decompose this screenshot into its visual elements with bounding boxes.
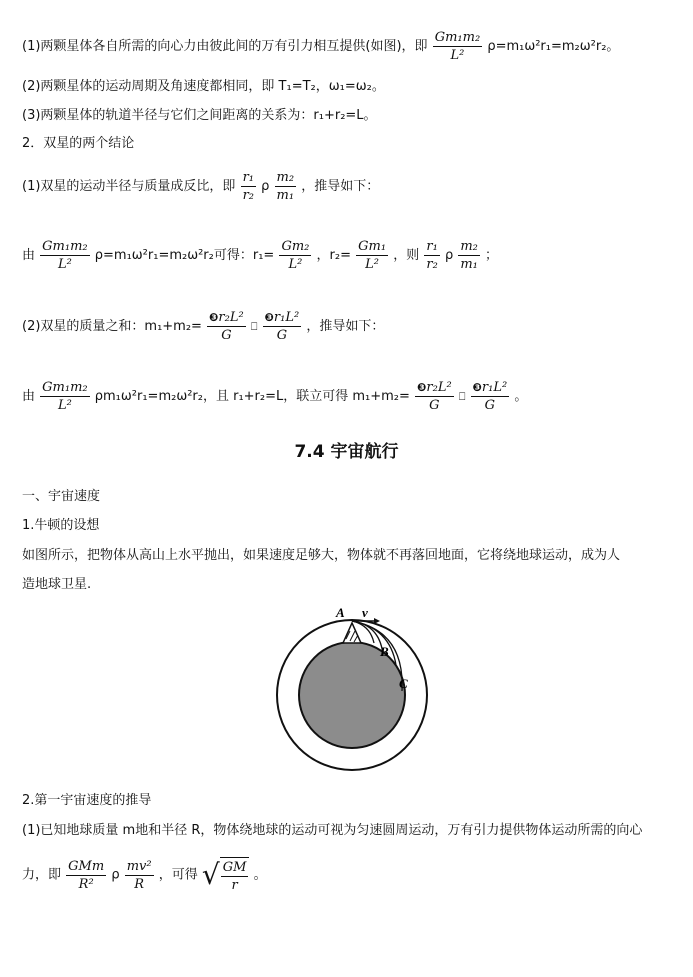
numerator: GM (222, 860, 247, 875)
derivation-1-end: ； (485, 248, 499, 263)
fraction-gm1m2-over-l2 (433, 30, 482, 63)
fraction-mv2-over-r (125, 859, 154, 892)
derivation-1-mid: ρ=m₁ω²r₁=m₂ω²r₂可得：r₁= (94, 248, 275, 263)
conclusion-2-text: (2)双星的质量之和：m₁+m₂= (22, 319, 202, 334)
numerator: GMm (68, 858, 105, 874)
fraction-r2l2-over-g (415, 380, 454, 413)
denominator: r₂ (426, 257, 438, 272)
earth-circle (299, 642, 405, 748)
denominator: G (484, 398, 496, 413)
denominator: R² (78, 876, 94, 892)
heading-first-cosmic-velocity: 2.第一宇宙速度的推导 (22, 793, 152, 808)
derivation-2 (22, 380, 527, 413)
label-a: A (336, 605, 345, 620)
heading-two-conclusions: 2．双星的两个结论 (22, 136, 135, 151)
denominator: L² (288, 257, 303, 272)
paragraph-1-text: (1)两颗星体各自所需的向心力由彼此间的万有引力相互提供(如图)，即 (22, 39, 428, 54)
paragraph-1 (22, 30, 619, 63)
fraction-gm1-over-l2 (356, 239, 388, 272)
fraction-gm1m2-over-l2 (40, 239, 89, 272)
denominator: L² (450, 48, 465, 63)
label-b: B (380, 644, 389, 659)
garbled-glyph: ❸ (417, 381, 427, 394)
denominator: G (276, 328, 288, 343)
numerator (415, 380, 454, 397)
denominator: L² (365, 257, 380, 272)
numerator: mv² (126, 858, 152, 874)
rho-symbol: ρ (444, 248, 454, 263)
velocity-arrowhead (374, 618, 380, 624)
fraction-gm1m2-over-l2 (40, 380, 89, 413)
numerator-text: r₂L² (218, 310, 244, 325)
denominator: m₁ (460, 257, 478, 272)
conclusion-1-tail: ，推导如下： (301, 179, 380, 194)
denominator: L² (57, 398, 72, 413)
fraction-gm-over-r (221, 860, 249, 893)
conclusion-2 (22, 310, 384, 343)
conclusion-1-text: (1)双星的运动半径与质量成反比，即 (22, 179, 236, 194)
newton-cannon-figure (270, 603, 440, 773)
paragraph-derivation-1: (1)已知地球质量 m地和半径 R，物体绕地球的运动可视为匀速圆周运动，万有引力提供物体运动所需的向心 (22, 823, 643, 838)
numerator: Gm₁m₂ (42, 380, 88, 395)
conclusion-1 (22, 170, 379, 203)
fraction-r1l2-over-g (263, 310, 302, 343)
numerator (207, 310, 246, 327)
derivation-2-prefix: 由 (22, 389, 36, 404)
derivation-1-comma: ，r₂= (316, 248, 351, 263)
rho-symbol: ρ (261, 179, 270, 194)
denominator: r₂ (242, 188, 254, 203)
denominator: m₁ (276, 188, 295, 203)
derivation-prefix: 力，即 (22, 867, 62, 883)
garbled-glyph: ❸ (264, 311, 274, 324)
fraction-gm2-over-l2 (279, 239, 311, 272)
denominator: G (429, 398, 440, 413)
numerator: Gm₂ (281, 239, 310, 254)
numerator: r₁ (426, 239, 438, 254)
rho-symbol: ρ (111, 867, 120, 883)
fraction-m2-over-m1 (458, 239, 480, 272)
numerator-text: r₂L² (426, 380, 452, 395)
label-v: v (362, 605, 368, 620)
denominator: r (231, 878, 238, 893)
numerator-text: r₁L² (273, 310, 300, 325)
derivation-2-end: 。 (514, 389, 528, 404)
heading-cosmic-velocity: 一、宇宙速度 (22, 489, 101, 504)
numerator (471, 380, 510, 397)
derivation-2-mid: ρm₁ω²r₁=m₂ω²r₂，且 r₁+r₂=L，联立可得 m₁+m₂= (94, 389, 410, 404)
numerator-text: r₁L² (481, 380, 508, 395)
section-title: 7.4 宇宙航行 (294, 442, 399, 462)
sqrt-gm-over-r: √ $\frac{GM}{r}$ (202, 857, 250, 893)
derivation-1-then: ，则 (393, 248, 420, 263)
fraction-r1-over-r2 (424, 239, 439, 272)
fraction-gmm-over-r2 (66, 859, 106, 892)
paragraph-2: (2)两颗星体的运动周期及角速度都相同，即 T₁=T₂，ω₁=ω₂。 (22, 79, 385, 94)
garbled-glyph: ❸ (472, 381, 482, 394)
garbled-box-glyph: ⎕ (250, 320, 258, 333)
label-c: C (399, 676, 408, 691)
garbled-glyph: ❸ (209, 311, 219, 324)
denominator: G (221, 328, 232, 343)
fraction-m2-over-m1 (275, 170, 297, 203)
numerator: m₂ (276, 170, 295, 185)
heading-newton-idea: 1.牛顿的设想 (22, 518, 100, 533)
paragraph-1-tail: ρ=m₁ω²r₁=m₂ω²r₂。 (487, 39, 620, 54)
paragraph-newton-2: 造地球卫星. (22, 577, 92, 592)
derivation-1 (22, 239, 498, 272)
derivation-mid: ，可得 (158, 867, 198, 883)
denominator: R (134, 876, 145, 892)
garbled-box-glyph: ⎕ (458, 390, 466, 403)
conclusion-2-tail: ，推导如下： (306, 319, 385, 334)
numerator: Gm₁m₂ (42, 239, 88, 254)
derivation-end: 。 (253, 867, 267, 883)
fraction-r2l2-over-g (207, 310, 246, 343)
fraction-r1-over-r2 (241, 170, 256, 203)
numerator: Gm₁m₂ (434, 30, 481, 45)
paragraph-derivation-2 (22, 857, 267, 893)
figure-svg (270, 603, 440, 773)
numerator: m₂ (460, 239, 478, 254)
numerator (263, 310, 302, 327)
paragraph-3: (3)两颗星体的轨道半径与它们之间距离的关系为：r₁+r₂=L。 (22, 108, 377, 123)
denominator: L² (57, 257, 72, 272)
numerator: Gm₁ (358, 239, 387, 254)
numerator: r₁ (242, 170, 254, 185)
derivation-1-prefix: 由 (22, 248, 36, 263)
mountain (343, 623, 361, 643)
paragraph-newton-1: 如图所示，把物体从高山上水平抛出，如果速度足够大，物体就不再落回地面，它将绕地球运动，成为人 (22, 548, 621, 563)
fraction-r1l2-over-g (471, 380, 510, 413)
